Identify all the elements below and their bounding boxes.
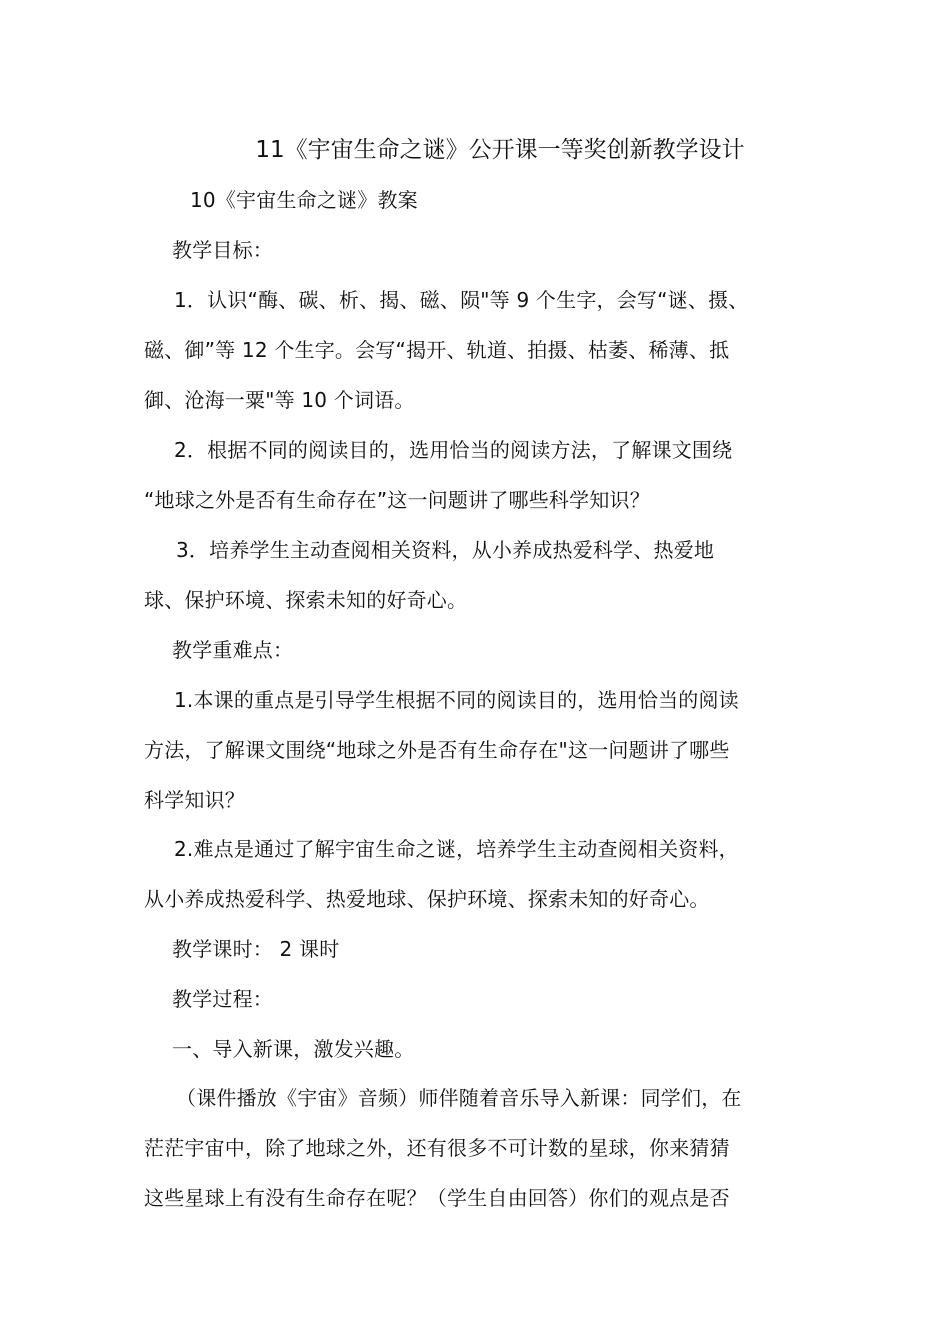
goal-2-line-2: “地球之外是否有生命存在”这一问题讲了哪些科学知识？ <box>144 488 650 512</box>
key-point-1-line-1: 1.本课的重点是引导学生根据不同的阅读目的，选用恰当的阅读 <box>174 688 739 712</box>
key-point-2-line-2: 从小养成热爱科学、热爱地球、保护环境、探索未知的好奇心。 <box>144 887 710 911</box>
key-point-1-line-3: 科学知识？ <box>144 788 245 812</box>
class-hours: 教学课时： 2 课时 <box>172 937 340 961</box>
step-1-line-1: （课件播放《宇宙》音频）师伴随着音乐导入新课：同学们，在 <box>176 1086 742 1110</box>
goal-3-line-1: 3．培养学生主动查阅相关资料，从小养成热爱科学、热爱地 <box>176 538 715 562</box>
goal-2-line-1: 2．根据不同的阅读目的，选用恰当的阅读方法，了解课文围绕 <box>174 438 733 462</box>
key-points-heading: 教学重难点： <box>172 638 294 662</box>
lesson-plan-subtitle: 10《宇宙生命之谜》教案 <box>190 188 418 212</box>
goal-1-line-1: 1．认识“酶、碳、析、揭、磁、陨"等 9 个生字，会写“谜、摄、 <box>174 288 749 312</box>
key-point-2-line-1: 2.难点是通过了解宇宙生命之谜，培养学生主动查阅相关资料， <box>174 837 739 861</box>
document-title: 11《宇宙生命之谜》公开课一等奖创新教学设计 <box>255 137 745 163</box>
goals-heading: 教学目标： <box>172 238 273 262</box>
goal-3-line-2: 球、保护环境、探索未知的好奇心。 <box>144 588 468 612</box>
step-1-heading: 一、导入新课，激发兴趣。 <box>172 1037 415 1061</box>
step-1-line-3: 这些星球上有没有生命存在呢？（学生自由回答）你们的观点是否 <box>144 1186 730 1210</box>
step-1-line-2: 茫茫宇宙中，除了地球之外，还有很多不可计数的星球，你来猜猜 <box>144 1136 730 1160</box>
key-point-1-line-2: 方法，了解课文围绕“地球之外是否有生命存在"这一问题讲了哪些 <box>144 738 730 762</box>
goal-1-line-3: 御、沧海一粟"等 10 个词语。 <box>144 388 415 412</box>
process-heading: 教学过程： <box>172 987 273 1011</box>
goal-1-line-2: 磁、御”等 12 个生字。会写“揭开、轨道、拍摄、枯萎、稀薄、抵 <box>144 338 730 362</box>
